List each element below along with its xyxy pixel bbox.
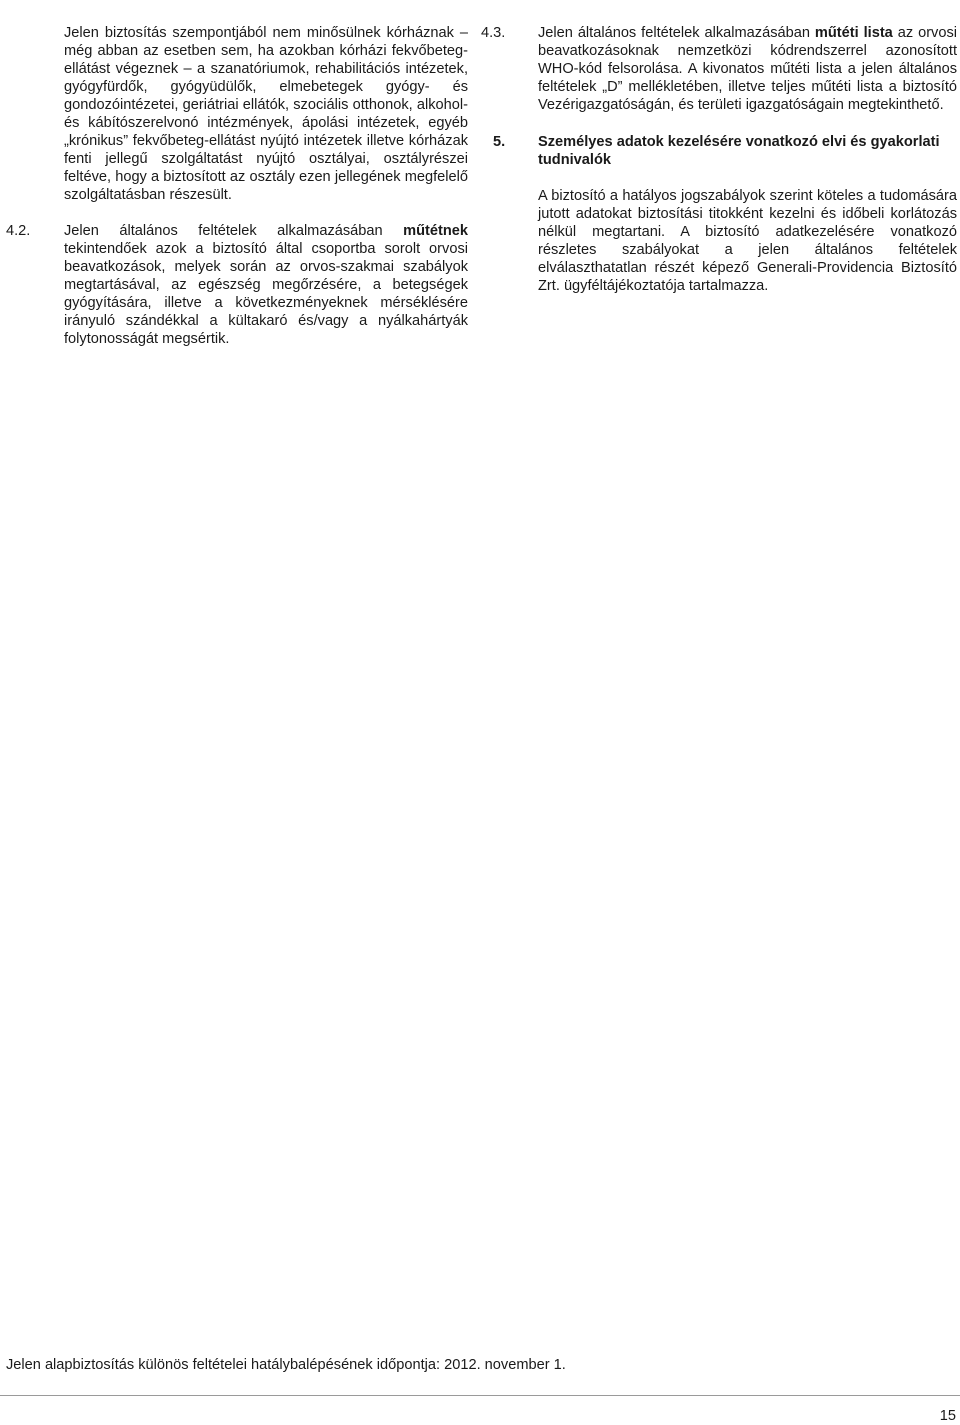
surgery-definition-intro: Jelen általános feltételek alkalmazásában [64,223,404,239]
section-number-4-2: 4.2. [6,223,31,239]
page-number: 15 [939,1408,956,1424]
personal-data-heading: Személyes adatok kezelésére vonatkozó elvi és gyakorlati tudnivalók [538,134,940,168]
surgery-list-intro: Jelen általános feltételek alkalmazásában [538,25,815,41]
effective-date-note: Jelen alapbiztosítás különös feltételei hatálybalépésének időpontja: 2012. november 1. [6,1357,566,1373]
surgery-list-paragraph [538,24,957,114]
surgery-term: műtétnek [403,223,468,239]
hospital-exclusion-paragraph: Jelen biztosítás szempontjából nem minősülnek kórháznak – még abban az esetben sem, ha azokban kórházi fekvőbeteg-ellátást végeznek – a szanatóriumok, rehabilitációs intézetek, gyógyfürdők, gyógyüdülők, elmebetegek gyógy- és gondozóintézetei, geriátriai ellátók, szociális otthonok, alkohol- és kábítószerelvonó intézmények, ápolási intézetek, egyéb „krónikus” fekvőbeteg-ellátást nyújtó intézetek illetve kórházak fenti jellegű szolgáltatást nyújtó osztályai, osztályrészei feltéve, hogy a biztosított az osztály ezen jellegének megfelelő szolgáltatásban részesült. [64,25,468,203]
surgery-definition-paragraph [64,222,468,348]
surgery-list-rest: az orvosi beavatkozásoknak nemzetközi kódrendszerrel azonosított WHO-kód felsorolása. A kivonatos műtéti lista a jelen általános feltételek „D” mellékletében, illetve teljes műtéti lista a biztosító Vezérigazgatóságán, és területi igazgatóságain megtekinthető. [538,25,958,113]
personal-data-paragraph: A biztosító a hatályos jogszabályok szerint köteles a tudomására jutott adatokat biztosítási titokként kezelni és időbeli korlátozás nélkül megtartani. A biztosító adatkezelésére vonatkozó részletes szabályokat a jelen általános feltételek elválaszthatatlan részét képező Generali-Providencia Biztosító Zrt. ügyféltájékoztatója tartalmazza. [538,188,957,294]
surgery-list-term: műtéti lista [814,25,893,41]
footer-divider [0,1395,960,1396]
section-number-5: 5. [493,134,506,150]
section-number-4-3: 4.3. [481,25,506,41]
surgery-definition-rest: tekintendőek azok a biztosító által csoportba sorolt orvosi beavatkozások, melyek során az orvos-szakmai szabályok megtartásával, az egészség megőrzésére, a betegségek gyógyítására, illetve a következményeknek mérséklésére irányuló szándékkal a kültakaró és/vagy a nyálkahártyák folytonosságát megsértik. [64,241,468,347]
